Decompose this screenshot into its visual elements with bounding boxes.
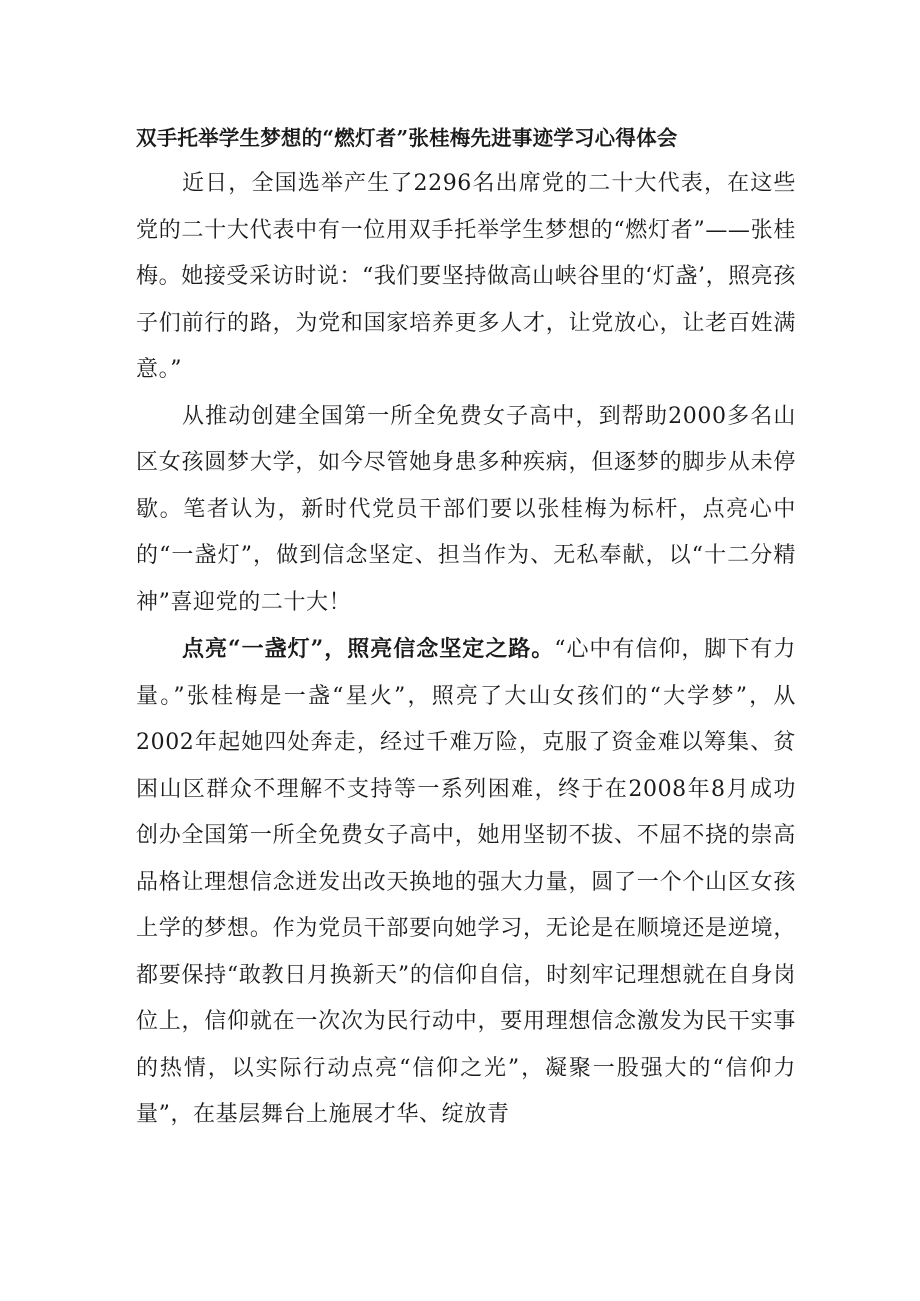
paragraph-1-text: 近日，全国选举产生了2296名出席党的二十大代表，在这些党的二十大代表中有一位用双手托举学生梦想的“燃灯者”——张桂梅。她接受采访时说：“我们要坚持做高山峡谷里的‘灯盏’，照亮孩子们前行的路，为党和国家培养更多人才，让党放心，让老百姓满意。” (136, 171, 796, 382)
document-body (136, 161, 796, 1139)
paragraph-3 (136, 626, 796, 1139)
paragraph-2-text: 从推动创建全国第一所全免费女子高中，到帮助2000多名山区女孩圆梦大学，如今尽管她身患多种疾病，但逐梦的脚步从未停歇。笔者认为，新时代党员干部们要以张桂梅为标杆，点亮心中的“一盏灯”，做到信念坚定、担当作为、无私奉献，以“十二分精神”喜迎党的二十大！ (136, 403, 796, 615)
paragraph-3-lead: 点亮“一盏灯”，照亮信念坚定之路。 (182, 636, 555, 662)
paragraph-1 (136, 161, 796, 394)
paragraph-3-text: “心中有信仰，脚下有力量。”张桂梅是一盏“星火”，照亮了大山女孩们的“大学梦”，从2002年起她四处奔走，经过千难万险，克服了资金难以筹集、贫困山区群众不理解不支持等一系列困难，终于在2008年8月成功创办全国第一所全免费女子高中，她用坚韧不拔、不屈不挠的崇高品格让理想信念迸发出改天换地的强大力量，圆了一个个山区女孩上学的梦想。作为党员干部要向她学习，无论是在顺境还是逆境，都要保持“敢教日月换新天”的信仰自信，时刻牢记理想就在自身岗位上，信仰就在一次次为民行动中，要用理想信念激发为民干实事的热情，以实际行动点亮“信仰之光”，凝聚一股强大的“信仰力量”，在基层舞台上施展才华、绽放青 (136, 637, 796, 1127)
document-title: 双手托举学生梦想的“燃灯者”张桂梅先进事迹学习心得体会 (136, 126, 678, 150)
paragraph-2 (136, 394, 796, 627)
